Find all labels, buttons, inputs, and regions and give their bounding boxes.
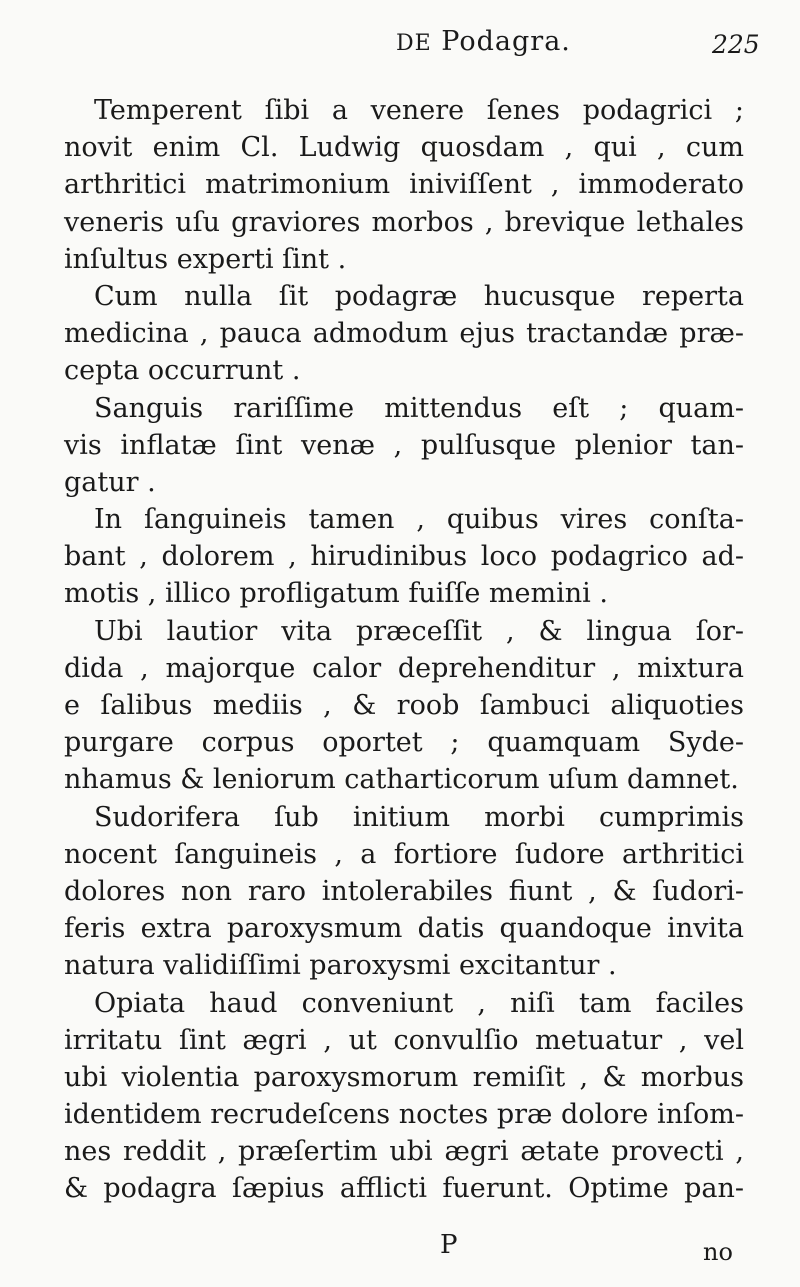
- text-line: Opiata haud conveniunt , niſi tam faciles: [94, 987, 744, 1019]
- text-line: e ſalibus mediis , & roob ſambuci aliquoties: [64, 690, 744, 721]
- text-line: gatur .: [64, 466, 156, 498]
- text-line: Cum nulla ſit podagræ hucusque reperta: [94, 280, 744, 312]
- text-line: & podagra ſæpius afflicti fuerunt. Optime pan-: [64, 1173, 744, 1205]
- text-line: arthritici matrimonium iniviſſent , immoderato: [64, 169, 744, 201]
- text-line: Sudorifera ſub initium morbi cumprimis: [94, 801, 744, 833]
- text-line: irritatu ſint ægri , ut convulſio metuatur , vel: [64, 1024, 744, 1056]
- text-line: cepta occurrunt .: [64, 355, 301, 387]
- signature-mark: P: [440, 1230, 458, 1260]
- text-line: dolores non raro intolerabiles fiunt , & ſudori-: [64, 875, 744, 907]
- text-line: dida , majorque calor deprehenditur , mixtura: [64, 652, 744, 684]
- text-line: motis , illico profligatum fuiſſe memini .: [64, 578, 608, 610]
- text-line: In ſanguineis tamen , quibus vires conſta-: [94, 504, 744, 536]
- body-text: [64, 92, 744, 1208]
- text-line: nes reddit , præſertim ubi ægri ætate provecti ,: [64, 1136, 744, 1168]
- text-line: feris extra paroxysmum datis quandoque invita: [64, 913, 744, 945]
- text-line: Temperent ſibi a venere ſenes podagrici ;: [94, 95, 744, 126]
- text-line: Sanguis rariſſime mittendus eſt ; quam-: [94, 392, 744, 424]
- text-line: purgare corpus oportet ; quamquam Syde-: [64, 727, 744, 759]
- text-line: bant , dolorem , hirudinibus loco podagrico ad-: [64, 541, 744, 573]
- text-line: veneris uſu graviores morbos , brevique lethales: [64, 206, 744, 238]
- page-number: 225: [712, 30, 760, 59]
- running-head-title: Podagra.: [441, 26, 571, 57]
- catchword: no: [703, 1238, 733, 1266]
- text-line: nhamus & leniorum catharticorum uſum damnet.: [64, 764, 739, 796]
- running-head: [396, 26, 571, 57]
- text-line: medicina , pauca admodum ejus tractandæ præ-: [64, 318, 744, 350]
- text-line: nocent ſanguineis , a fortiore ſudore arthritici: [64, 838, 744, 870]
- text-line: natura validiſſimi paroxysmi excitantur .: [64, 950, 617, 982]
- text-line: ubi violentia paroxysmorum remiſit , & morbus: [64, 1061, 744, 1093]
- text-line: novit enim Cl. Ludwig quosdam , qui , cum: [64, 132, 744, 164]
- running-head-de: DE: [396, 31, 432, 56]
- text-line: vis inflatæ ſint venæ , pulſusque plenior tan-: [64, 429, 744, 461]
- text-line: identidem recrudeſcens noctes præ dolore inſom-: [64, 1099, 744, 1131]
- text-line: Ubi lautior vita præceſſit , & lingua ſor-: [94, 615, 744, 647]
- text-line: inſultus experti ſint .: [64, 243, 347, 275]
